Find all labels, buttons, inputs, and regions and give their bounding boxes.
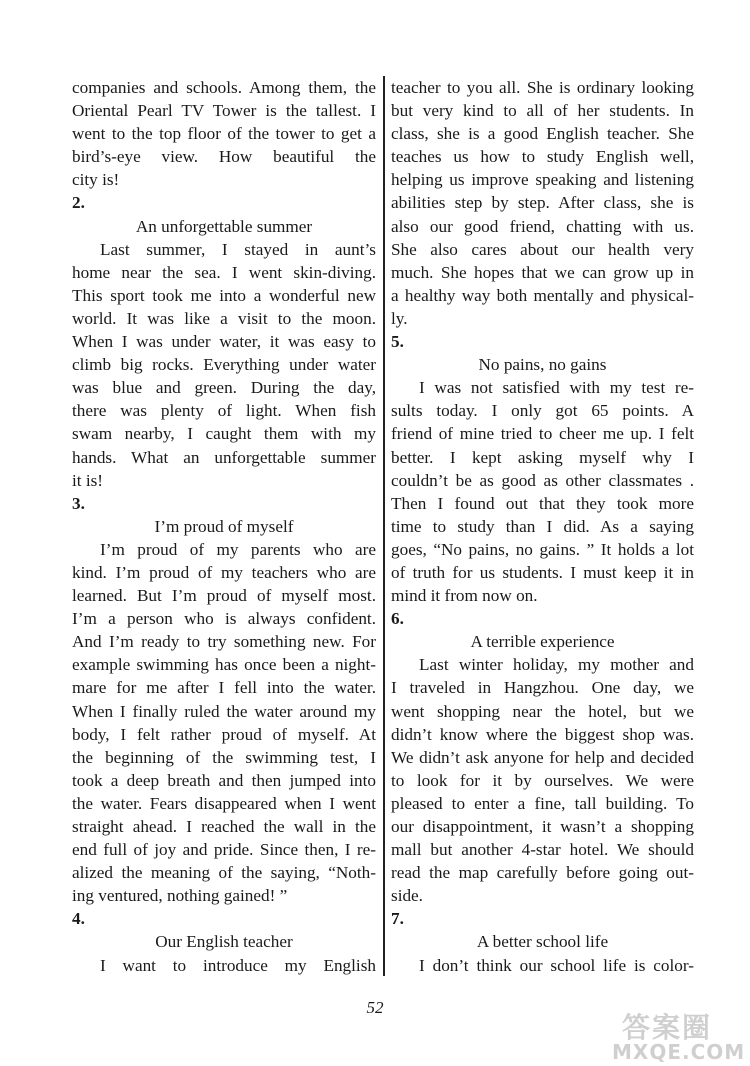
text-line: We didn’t ask anyone for help and decided bbox=[391, 747, 694, 767]
section-number: 6. bbox=[391, 609, 404, 629]
section-number: 5. bbox=[391, 332, 404, 352]
section-number: 3. bbox=[72, 493, 85, 513]
text-line: ing ventured, nothing gained! ” bbox=[72, 886, 288, 906]
text-line: Last winter holiday, my mother and bbox=[419, 655, 694, 675]
text-line: When I was under water, it was easy to bbox=[72, 332, 376, 352]
text-line: home near the sea. I went skin-diving. bbox=[72, 262, 376, 282]
text-line: companies and schools. Among them, the bbox=[72, 78, 376, 97]
text-line: was blue and green. During the day, bbox=[72, 378, 376, 398]
section-title: A terrible experience bbox=[470, 632, 615, 652]
page-number: 52 bbox=[366, 998, 384, 1017]
text-line: read the map carefully before going out- bbox=[391, 863, 694, 883]
text-line: I was not satisfied with my test re- bbox=[419, 378, 694, 398]
section-title: No pains, no gains bbox=[478, 355, 607, 375]
text-line: example swimming has once been a night- bbox=[72, 655, 376, 675]
text-line: friend of mine tried to cheer me up. I felt bbox=[391, 424, 694, 444]
text-line: didn’t know where the biggest shop was. bbox=[391, 724, 694, 744]
text-line: mind it from now on. bbox=[391, 586, 538, 606]
watermark-top-text: 答案圈 bbox=[622, 1011, 713, 1044]
text-line: pleased to enter a fine, tall building. To bbox=[391, 793, 694, 813]
text-line: When I finally ruled the water around my bbox=[72, 701, 376, 721]
text-line: I don’t think our school life is color- bbox=[419, 955, 694, 975]
text-line: kind. I’m proud of my teachers who are bbox=[72, 562, 376, 582]
text-line: Last summer, I stayed in aunt’s bbox=[100, 239, 376, 259]
text-line: swam nearby, I caught them with my bbox=[72, 424, 376, 444]
text-line: the beginning of the swimming test, I bbox=[72, 747, 376, 767]
text-line: I traveled in Hangzhou. One day, we bbox=[391, 678, 694, 698]
text-line: better. I kept asking myself why I bbox=[391, 447, 694, 467]
text-line: abilities step by step. After class, she is bbox=[391, 193, 694, 213]
text-line: also our good friend, chatting with us. bbox=[391, 216, 694, 236]
text-line: there was plenty of light. When fish bbox=[72, 401, 376, 421]
text-line: teaches us how to study English well, bbox=[391, 147, 694, 167]
text-line: Oriental Pearl TV Tower is the tallest. I bbox=[72, 101, 376, 121]
text-line: straight ahead. I reached the wall in the bbox=[72, 817, 376, 836]
text-line: I want to introduce my English bbox=[100, 955, 376, 975]
text-line: it is! bbox=[72, 470, 104, 490]
text-line: And I’m ready to try something new. For bbox=[72, 632, 376, 652]
text-line: She also cares about our health very bbox=[391, 239, 694, 259]
text-line: the water. Fears disappeared when I went bbox=[72, 793, 376, 813]
text-line: mare for me after I fell into the water. bbox=[72, 678, 376, 698]
text-line: city is! bbox=[72, 170, 120, 190]
text-line: sults today. I only got 65 points. A bbox=[391, 401, 694, 421]
text-line: went shopping near the hotel, but we bbox=[391, 701, 694, 721]
text-line: of truth for us students. I must keep it in bbox=[391, 562, 694, 582]
text-line: class, she is a good English teacher. She bbox=[391, 124, 694, 144]
text-line: I’m proud of my parents who are bbox=[100, 539, 376, 559]
section-number: 4. bbox=[72, 909, 85, 929]
section-number: 2. bbox=[72, 193, 85, 213]
text-line: world. It was like a visit to the moon. bbox=[72, 308, 376, 328]
text-line: I’m a person who is always confident. bbox=[72, 609, 376, 629]
text-line: end full of joy and pride. Since then, I re- bbox=[72, 840, 376, 860]
text-line: climb big rocks. Everything under water bbox=[72, 355, 376, 375]
text-line: helping us improve speaking and listening bbox=[391, 170, 694, 190]
section-title: A better school life bbox=[476, 932, 609, 952]
text-line: much. She hopes that we can grow up in bbox=[391, 262, 694, 282]
text-line: went to the top floor of the tower to get a bbox=[72, 124, 376, 144]
column-divider bbox=[383, 76, 385, 976]
text-line: This sport took me into a wonderful new bbox=[72, 285, 376, 305]
watermark-logo bbox=[612, 1006, 750, 1066]
text-line: goes, “No pains, no gains. ” It holds a lot bbox=[391, 539, 694, 559]
text-line: couldn’t be as good as other classmates . bbox=[391, 470, 694, 490]
text-line: our disappointment, it wasn’t a shopping bbox=[391, 817, 694, 836]
right-column bbox=[391, 76, 694, 977]
text-line: Then I found out that they took more bbox=[391, 493, 694, 513]
text-line: ly. bbox=[391, 308, 408, 328]
text-line: learned. But I’m proud of myself most. bbox=[72, 586, 376, 606]
section-title: Our English teacher bbox=[155, 932, 293, 952]
text-line: bird’s-eye view. How beautiful the bbox=[72, 147, 376, 167]
section-title: An unforgettable summer bbox=[135, 216, 313, 236]
text-line: hands. What an unforgettable summer bbox=[72, 447, 376, 467]
text-line: mall but another 4-star hotel. We should bbox=[391, 840, 694, 860]
left-column bbox=[72, 76, 376, 977]
text-line: a healthy way both mentally and physical- bbox=[391, 285, 694, 305]
section-title: I’m proud of myself bbox=[154, 516, 294, 536]
section-number: 7. bbox=[391, 909, 404, 929]
text-line: teacher to you all. She is ordinary looking bbox=[391, 78, 694, 97]
text-line: body, I felt rather proud of myself. At bbox=[72, 724, 376, 744]
text-line: alized the meaning of the saying, “Noth- bbox=[72, 863, 376, 883]
text-line: took a deep breath and then jumped into bbox=[72, 770, 376, 790]
text-line: time to study than I did. As a saying bbox=[391, 516, 694, 536]
text-line: but very kind to all of her students. In bbox=[391, 101, 694, 121]
text-line: side. bbox=[391, 886, 423, 906]
text-line: to look for it by ourselves. We were bbox=[391, 770, 694, 790]
watermark-bottom-text: MXQE.COM bbox=[612, 1040, 746, 1064]
